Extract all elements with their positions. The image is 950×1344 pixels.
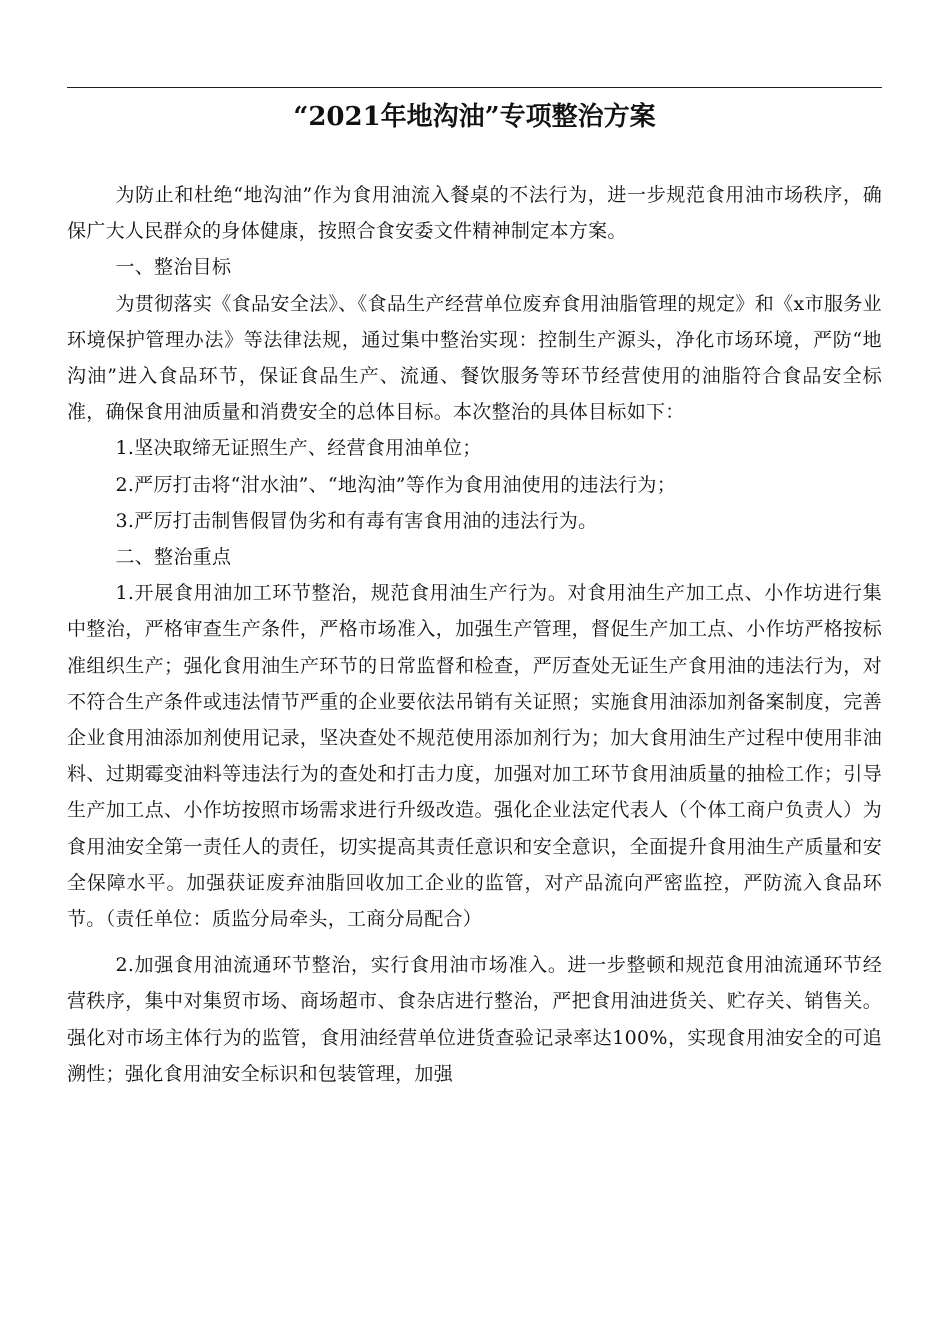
document-body [67,177,882,1092]
section-heading-goals: 一、整治目标 [115,256,232,279]
intro-paragraph: 为防止和杜绝“地沟油”作为食用油流入餐桌的不法行为，进一步规范食用油市场秩序，确保广大人民群众的身体健康，按照合食安委文件精神制定本方案。 [67,184,882,243]
goal-item-2: 2.严厉打击将“泔水油”、“地沟油”等作为食用油使用的违法行为； [115,473,677,496]
goals-paragraph: 为贯彻落实《食品安全法》、《食品生产经营单位废弃食用油脂管理的规定》和《x市服务业环境保护管理办法》等法律法规，通过集中整治实现：控制生产源头，净化市场环境，严防“地沟油”进入食品环节，保证食品生产、流通、餐饮服务等环节经营使用的油脂符合食品安全标准，确保食用油质量和消费安全的总体目标。本次整治的具体目标如下： [67,292,882,424]
goal-item-1: 1.坚决取缔无证照生产、经营食用油单位； [115,437,482,460]
goal-item-3: 3.严厉打击制售假冒伪劣和有毒有害食用油的违法行为。 [115,509,598,532]
section-heading-focus: 二、整治重点 [115,546,232,569]
header-rule [67,87,882,88]
focus-item-1: 1.开展食用油加工环节整治，规范食用油生产行为。对食用油生产加工点、小作坊进行集中整治，严格审查生产条件，严格市场准入，加强生产管理，督促生产加工点、小作坊严格按标准组织生产；强化食用油生产环节的日常监督和检查，严厉查处无证生产食用油的违法行为，对不符合生产条件或违法情节严重的企业要依法吊销有关证照；实施食用油添加剂备案制度，完善企业食用油添加剂使用记录，坚决查处不规范使用添加剂行为；加大食用油生产过程中使用非油料、过期霉变油料等违法行为的查处和打击力度，加强对加工环节食用油质量的抽检工作；引导生产加工点、小作坊按照市场需求进行升级改造。强化企业法定代表人（个体工商户负责人）为食用油安全第一责任人的责任，切实提高其责任意识和安全意识，全面提升食用油生产质量和安全保障水平。加强获证废弃油脂回收加工企业的监管，对产品流向严密监控，严防流入食品环节。（责任单位：质监分局牵头，工商分局配合） [67,582,882,931]
document-title: “2021年地沟油”专项整治方案 [293,102,656,132]
focus-item-2: 2.加强食用油流通环节整治，实行食用油市场准入。进一步整顿和规范食用油流通环节经营秩序，集中对集贸市场、商场超市、食杂店进行整治，严把食用油进货关、贮存关、销售关。强化对市场主体行为的监管，食用油经营单位进货查验记录率达100%，实现食用油安全的可追溯性；强化食用油安全标识和包装管理，加强 [67,954,882,1085]
